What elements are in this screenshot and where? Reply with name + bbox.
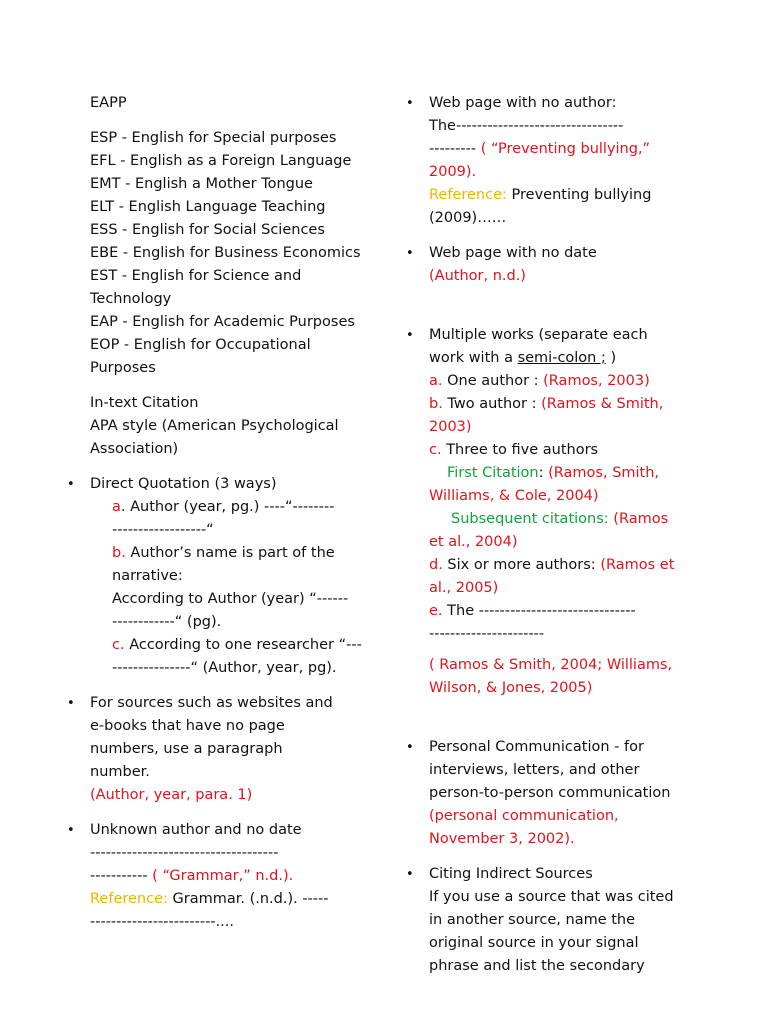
item-text: Preventing bullying	[506, 187, 652, 203]
acronym-line: Purposes	[90, 360, 156, 376]
item-text: in another source, name the	[429, 912, 636, 928]
item-text: Three to five authors	[441, 442, 599, 458]
item-text: narrative:	[112, 568, 183, 584]
underlined-text: semi-colon ;	[517, 350, 606, 366]
item-text: ------------------------....	[90, 914, 235, 930]
apa-style-line: Association)	[90, 441, 179, 457]
document-title: EAPP	[90, 95, 127, 111]
acronym-line: EOP - English for Occupational	[90, 337, 311, 353]
item-text: -----------	[90, 868, 153, 884]
item-text: ----------------------	[429, 626, 545, 642]
item-title: • Direct Quotation (3 ways)	[90, 476, 277, 492]
item-marker: c.	[429, 442, 442, 458]
citation-example: (Author, n.d.)	[429, 268, 526, 284]
acronym-line: EAP - English for Academic Purposes	[90, 314, 355, 330]
list-item-web-no-author	[429, 92, 685, 230]
item-text: Two author :	[442, 396, 542, 412]
citation-example: November 3, 2002).	[429, 831, 575, 847]
reference-label: Reference:	[429, 187, 507, 203]
item-text: ------------------“	[112, 522, 214, 538]
item-text: )	[605, 350, 617, 366]
item-title: • Unknown author and no date	[90, 822, 302, 838]
right-column	[429, 92, 685, 990]
item-title: • Multiple works (separate each	[429, 327, 648, 343]
reference-label: Reference:	[90, 891, 168, 907]
item-text: (2009)……	[429, 210, 507, 226]
item-text: According to one researcher “---	[124, 637, 362, 653]
citation-example: (Ramos, 2003)	[543, 373, 650, 389]
citation-example: ( Ramos & Smith, 2004; Williams,	[429, 657, 673, 673]
item-text: number.	[90, 764, 150, 780]
item-text: ------------------------------------	[90, 845, 279, 861]
item-text: The ------------------------------	[442, 603, 636, 619]
item-text: phrase and list the secondary	[429, 958, 645, 974]
acronym-line: ELT - English Language Teaching	[90, 199, 326, 215]
item-text: ---------	[429, 141, 481, 157]
citation-example: Williams, & Cole, 2004)	[429, 488, 599, 504]
citation-example: (Author, year, para. 1)	[90, 787, 253, 803]
citation-example: Wilson, & Jones, 2005)	[429, 680, 593, 696]
item-title: • Personal Communication - for	[429, 739, 644, 755]
item-text: The--------------------------------	[429, 118, 624, 134]
apa-style-line: APA style (American Psychological	[90, 418, 339, 434]
item-text: • For sources such as websites and	[90, 695, 333, 711]
acronym-list	[90, 127, 380, 380]
acronym-line: EST - English for Science and	[90, 268, 302, 284]
item-text: Author’s name is part of the	[125, 545, 335, 561]
item-text: work with a	[429, 350, 518, 366]
left-column	[90, 92, 380, 946]
list-item-unknown-author	[90, 819, 380, 934]
list-item-indirect-sources	[429, 863, 685, 978]
citation-example: (Ramos et	[600, 557, 675, 573]
subsequent-citation-label: Subsequent citations:	[451, 511, 609, 527]
citation-example: (Ramos, Smith,	[548, 465, 660, 481]
item-text: interviews, letters, and other	[429, 762, 640, 778]
citation-example: al., 2005)	[429, 580, 499, 596]
citation-example: 2009).	[429, 164, 477, 180]
list-item-direct-quotation	[90, 473, 380, 680]
list-item-web-no-date	[429, 242, 685, 312]
acronym-line: ESS - English for Social Sciences	[90, 222, 325, 238]
item-text: If you use a source that was cited	[429, 889, 674, 905]
item-text: original source in your signal	[429, 935, 639, 951]
item-text: ------------“ (pg).	[112, 614, 222, 630]
citation-example: ( “Preventing bullying,”	[480, 141, 651, 157]
acronym-line: Technology	[90, 291, 172, 307]
item-text: According to Author (year) “------	[112, 591, 349, 607]
item-title: • Citing Indirect Sources	[429, 866, 593, 882]
acronym-line: ESP - English for Special purposes	[90, 130, 337, 146]
item-marker: d.	[429, 557, 443, 573]
item-marker: b.	[429, 396, 443, 412]
item-text: ---------------“ (Author, year, pg).	[112, 660, 337, 676]
citation-example: et al., 2004)	[429, 534, 518, 550]
citation-example: (Ramos & Smith,	[541, 396, 664, 412]
item-marker: c.	[112, 637, 125, 653]
item-marker: b.	[112, 545, 126, 561]
citation-example: ( “Grammar,” n.d.).	[152, 868, 294, 884]
citation-example: (personal communication,	[429, 808, 619, 824]
left-bullet-list	[90, 473, 380, 934]
item-text: person-to-person communication	[429, 785, 671, 801]
acronym-line: EMT - English a Mother Tongue	[90, 176, 313, 192]
item-title: • Web page with no date	[429, 245, 597, 261]
item-text: :	[538, 465, 549, 481]
acronym-line: EFL - English as a Foreign Language	[90, 153, 352, 169]
right-bullet-list	[429, 92, 685, 978]
item-marker: a.	[429, 373, 443, 389]
list-item-personal-communication	[429, 736, 685, 851]
item-text: e-books that have no page	[90, 718, 285, 734]
item-text: . Author (year, pg.) ----“--------	[120, 499, 335, 515]
citation-example: (Ramos	[608, 511, 669, 527]
item-text: numbers, use a paragraph	[90, 741, 283, 757]
list-item-paragraph-number	[90, 692, 380, 807]
item-text: One author :	[442, 373, 544, 389]
list-item-multiple-works	[429, 324, 685, 724]
section-heading-intext: In-text Citation	[90, 395, 199, 411]
item-text: Grammar. (.n.d.). -----	[167, 891, 329, 907]
acronym-line: EBE - English for Business Economics	[90, 245, 361, 261]
citation-example: 2003)	[429, 419, 472, 435]
item-text: Six or more authors:	[442, 557, 601, 573]
first-citation-label: First Citation	[447, 465, 539, 481]
item-marker: e.	[429, 603, 443, 619]
item-marker: a	[112, 499, 121, 515]
item-title: • Web page with no author:	[429, 95, 617, 111]
